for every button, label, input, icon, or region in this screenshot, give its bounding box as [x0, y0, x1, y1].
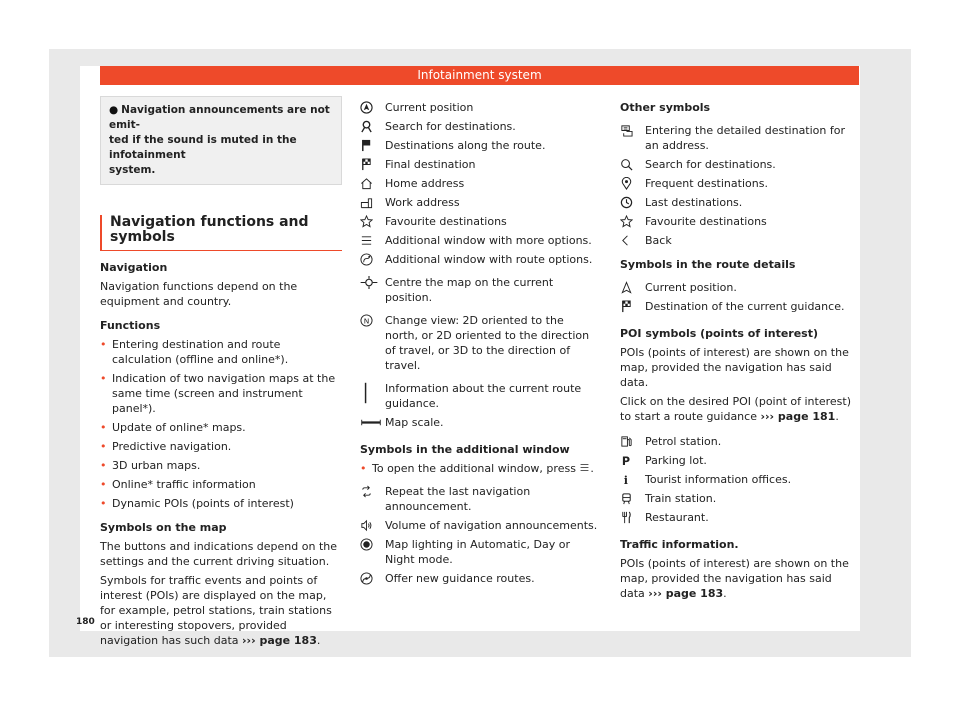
train-icon — [620, 491, 645, 506]
symbol-row — [360, 176, 600, 191]
symbol-row — [620, 510, 860, 525]
section-heading: Navigation functions and symbols — [100, 215, 342, 251]
additional-window-title: Symbols in the additional window — [360, 443, 570, 456]
symbol-text: Destination of the current guidance. — [645, 300, 845, 313]
page-reference-link[interactable]: ››› page 183 — [242, 634, 317, 647]
other-symbols-title: Other symbols — [620, 101, 711, 114]
symbol-row — [620, 214, 860, 229]
symbol-text: Map lighting in Automatic, Day or Night mode. — [385, 538, 570, 566]
page-reference-link[interactable]: ››› page 183 — [648, 587, 724, 600]
list-item: • Dynamic POIs (points of interest) — [100, 496, 342, 511]
frequent-destination-icon — [620, 176, 645, 191]
symbol-text: Home address — [385, 177, 465, 190]
home-icon — [360, 176, 385, 191]
page-header: Infotainment system — [100, 66, 859, 85]
symbol-text: Current position — [385, 101, 474, 114]
star-icon — [360, 214, 385, 229]
symbol-text: Favourite destinations — [385, 215, 507, 228]
last-destination-icon — [620, 195, 645, 210]
centre-map-icon — [360, 275, 385, 290]
symbol-text: Information about the current route guidance. — [385, 382, 582, 410]
symbol-row — [360, 415, 600, 430]
additional-bullet-text: To open the additional window, press — [372, 462, 576, 475]
symbol-row — [360, 275, 600, 305]
position-arrow-icon — [620, 280, 645, 295]
symbol-text: Additional window with route options. — [385, 253, 593, 266]
symbol-row — [620, 491, 860, 506]
symbol-row — [620, 299, 860, 314]
note-bullet-icon: ● — [109, 104, 119, 116]
current-position-icon — [360, 100, 385, 115]
symbol-text: Last destinations. — [645, 196, 743, 209]
symbol-row — [360, 119, 600, 134]
list-item: • Online* traffic information — [100, 477, 342, 492]
column-3 — [620, 100, 860, 601]
new-routes-icon — [360, 571, 385, 586]
column-1 — [100, 96, 342, 648]
map-symbols-text-2 — [100, 573, 342, 648]
menu-icon[interactable] — [579, 462, 590, 475]
search-icon — [620, 157, 645, 172]
symbol-text: Map scale. — [385, 416, 444, 429]
symbol-row — [620, 434, 860, 449]
symbol-text: Centre the map on the current position. — [385, 276, 554, 304]
symbol-text: Restaurant. — [645, 511, 709, 524]
lighting-icon — [360, 537, 385, 552]
repeat-icon — [360, 484, 385, 499]
symbol-row — [620, 157, 860, 172]
poi-text-2 — [620, 394, 860, 424]
symbol-text: Search for destinations. — [385, 120, 516, 133]
symbol-row — [360, 214, 600, 229]
symbol-text: Tourist information offices. — [645, 473, 792, 486]
route-details-title: Symbols in the route details — [620, 258, 796, 271]
symbol-text: Back — [645, 234, 672, 247]
period: . — [723, 587, 727, 600]
note-line-2: ted if the sound is muted in the infotainment — [109, 134, 297, 161]
info-icon — [620, 472, 645, 487]
traffic-text — [620, 556, 860, 601]
symbol-text: Frequent destinations. — [645, 177, 768, 190]
symbol-row — [360, 484, 600, 514]
work-icon — [360, 195, 385, 210]
symbol-row — [360, 157, 600, 172]
symbol-row — [620, 176, 860, 191]
symbol-row — [620, 233, 860, 248]
poi-title: POI symbols (points of interest) — [620, 327, 818, 340]
symbol-text: Destinations along the route. — [385, 139, 546, 152]
volume-icon — [360, 518, 385, 533]
symbol-text: Search for destinations. — [645, 158, 776, 171]
svg-text:N: N — [363, 316, 370, 326]
page-reference-link[interactable]: ››› page 181 — [760, 410, 836, 423]
symbol-row — [360, 518, 600, 533]
symbol-text: Additional window with more options. — [385, 234, 592, 247]
list-item: • Indication of two navigation maps at the same time (screen and instrument panel*). — [100, 371, 342, 416]
list-item: • Predictive navigation. — [100, 439, 342, 454]
symbol-text: Favourite destinations — [645, 215, 767, 228]
note-box — [100, 96, 342, 185]
symbol-row — [620, 472, 860, 487]
map-symbols-title: Symbols on the map — [100, 521, 227, 534]
symbol-text: Parking lot. — [645, 454, 707, 467]
poi-text-2-body: Click on the desired POI (point of interest) to start a route guidance — [620, 395, 851, 423]
detailed-destination-icon — [620, 123, 645, 138]
map-symbols-text-2-body: Symbols for traffic events and points of interest (POIs) are displayed on the map, for example, petrol stations, train stations or interesting stopovers, provided navigation has such data — [100, 574, 332, 647]
route-info-icon — [360, 381, 385, 405]
symbol-text: Work address — [385, 196, 460, 209]
search-destination-icon — [360, 119, 385, 134]
symbol-text: Change view: 2D oriented to the north, or 2D oriented to the direction of travel, or 3D to the direction of travel. — [385, 314, 590, 372]
svg-text:P: P — [621, 455, 631, 467]
navigation-text: Navigation functions depend on the equipment and country. — [100, 280, 298, 308]
traffic-text-body: POIs (points of interest) are shown on the map, provided the navigation has said data — [620, 557, 849, 600]
symbol-row — [360, 537, 600, 567]
symbol-row — [360, 233, 600, 248]
symbol-text: Offer new guidance routes. — [385, 572, 535, 585]
svg-text:i: i — [623, 474, 628, 486]
list-item: • Update of online* maps. — [100, 420, 342, 435]
symbol-text: Train station. — [645, 492, 717, 505]
symbol-text: Final destination — [385, 158, 476, 171]
petrol-icon — [620, 434, 645, 449]
navigation-title: Navigation — [100, 261, 168, 274]
poi-text-1: POIs (points of interest) are shown on the map, provided the navigation has said data. — [620, 346, 849, 389]
menu-icon — [360, 233, 385, 248]
restaurant-icon — [620, 510, 645, 525]
map-scale-icon — [360, 415, 385, 430]
symbol-row — [620, 453, 860, 468]
symbol-row — [360, 571, 600, 586]
compass-icon — [360, 313, 385, 328]
symbol-row — [620, 280, 860, 295]
period: . — [316, 634, 321, 647]
list-item: • 3D urban maps. — [100, 458, 342, 473]
symbol-row — [620, 195, 860, 210]
symbol-row — [360, 195, 600, 210]
note-line-1: Navigation announcements are not emit- — [109, 104, 330, 131]
symbol-text: Current position. — [645, 281, 737, 294]
parking-icon — [620, 453, 645, 468]
favourite-star-icon — [620, 214, 645, 229]
list-item: • To open the additional window, press . — [360, 461, 600, 476]
symbol-text: Entering the detailed destination for an address. — [645, 124, 845, 152]
page-number: 180 — [76, 617, 95, 627]
symbol-row — [620, 123, 860, 153]
symbol-text: Petrol station. — [645, 435, 722, 448]
symbol-text: Volume of navigation announcements. — [385, 519, 598, 532]
map-symbols-text-1: The buttons and indications depend on the settings and the current driving situation. — [100, 540, 338, 568]
note-line-3: system. — [109, 164, 156, 176]
symbol-row — [360, 313, 600, 373]
back-icon — [620, 233, 645, 248]
symbol-text: Repeat the last navigation announcement. — [385, 485, 531, 513]
symbol-row — [360, 252, 600, 267]
column-2 — [360, 100, 600, 586]
final-destination-icon — [360, 157, 385, 172]
period: . — [835, 410, 839, 423]
traffic-title: Traffic information. — [620, 538, 739, 551]
symbol-row — [360, 381, 600, 411]
functions-title: Functions — [100, 319, 161, 332]
symbol-row — [360, 100, 600, 115]
flag-icon — [360, 138, 385, 153]
destination-flag-icon — [620, 299, 645, 314]
symbol-row — [360, 138, 600, 153]
list-item: • Entering destination and route calculation (offline and online*). — [100, 337, 342, 367]
route-options-icon — [360, 252, 385, 267]
